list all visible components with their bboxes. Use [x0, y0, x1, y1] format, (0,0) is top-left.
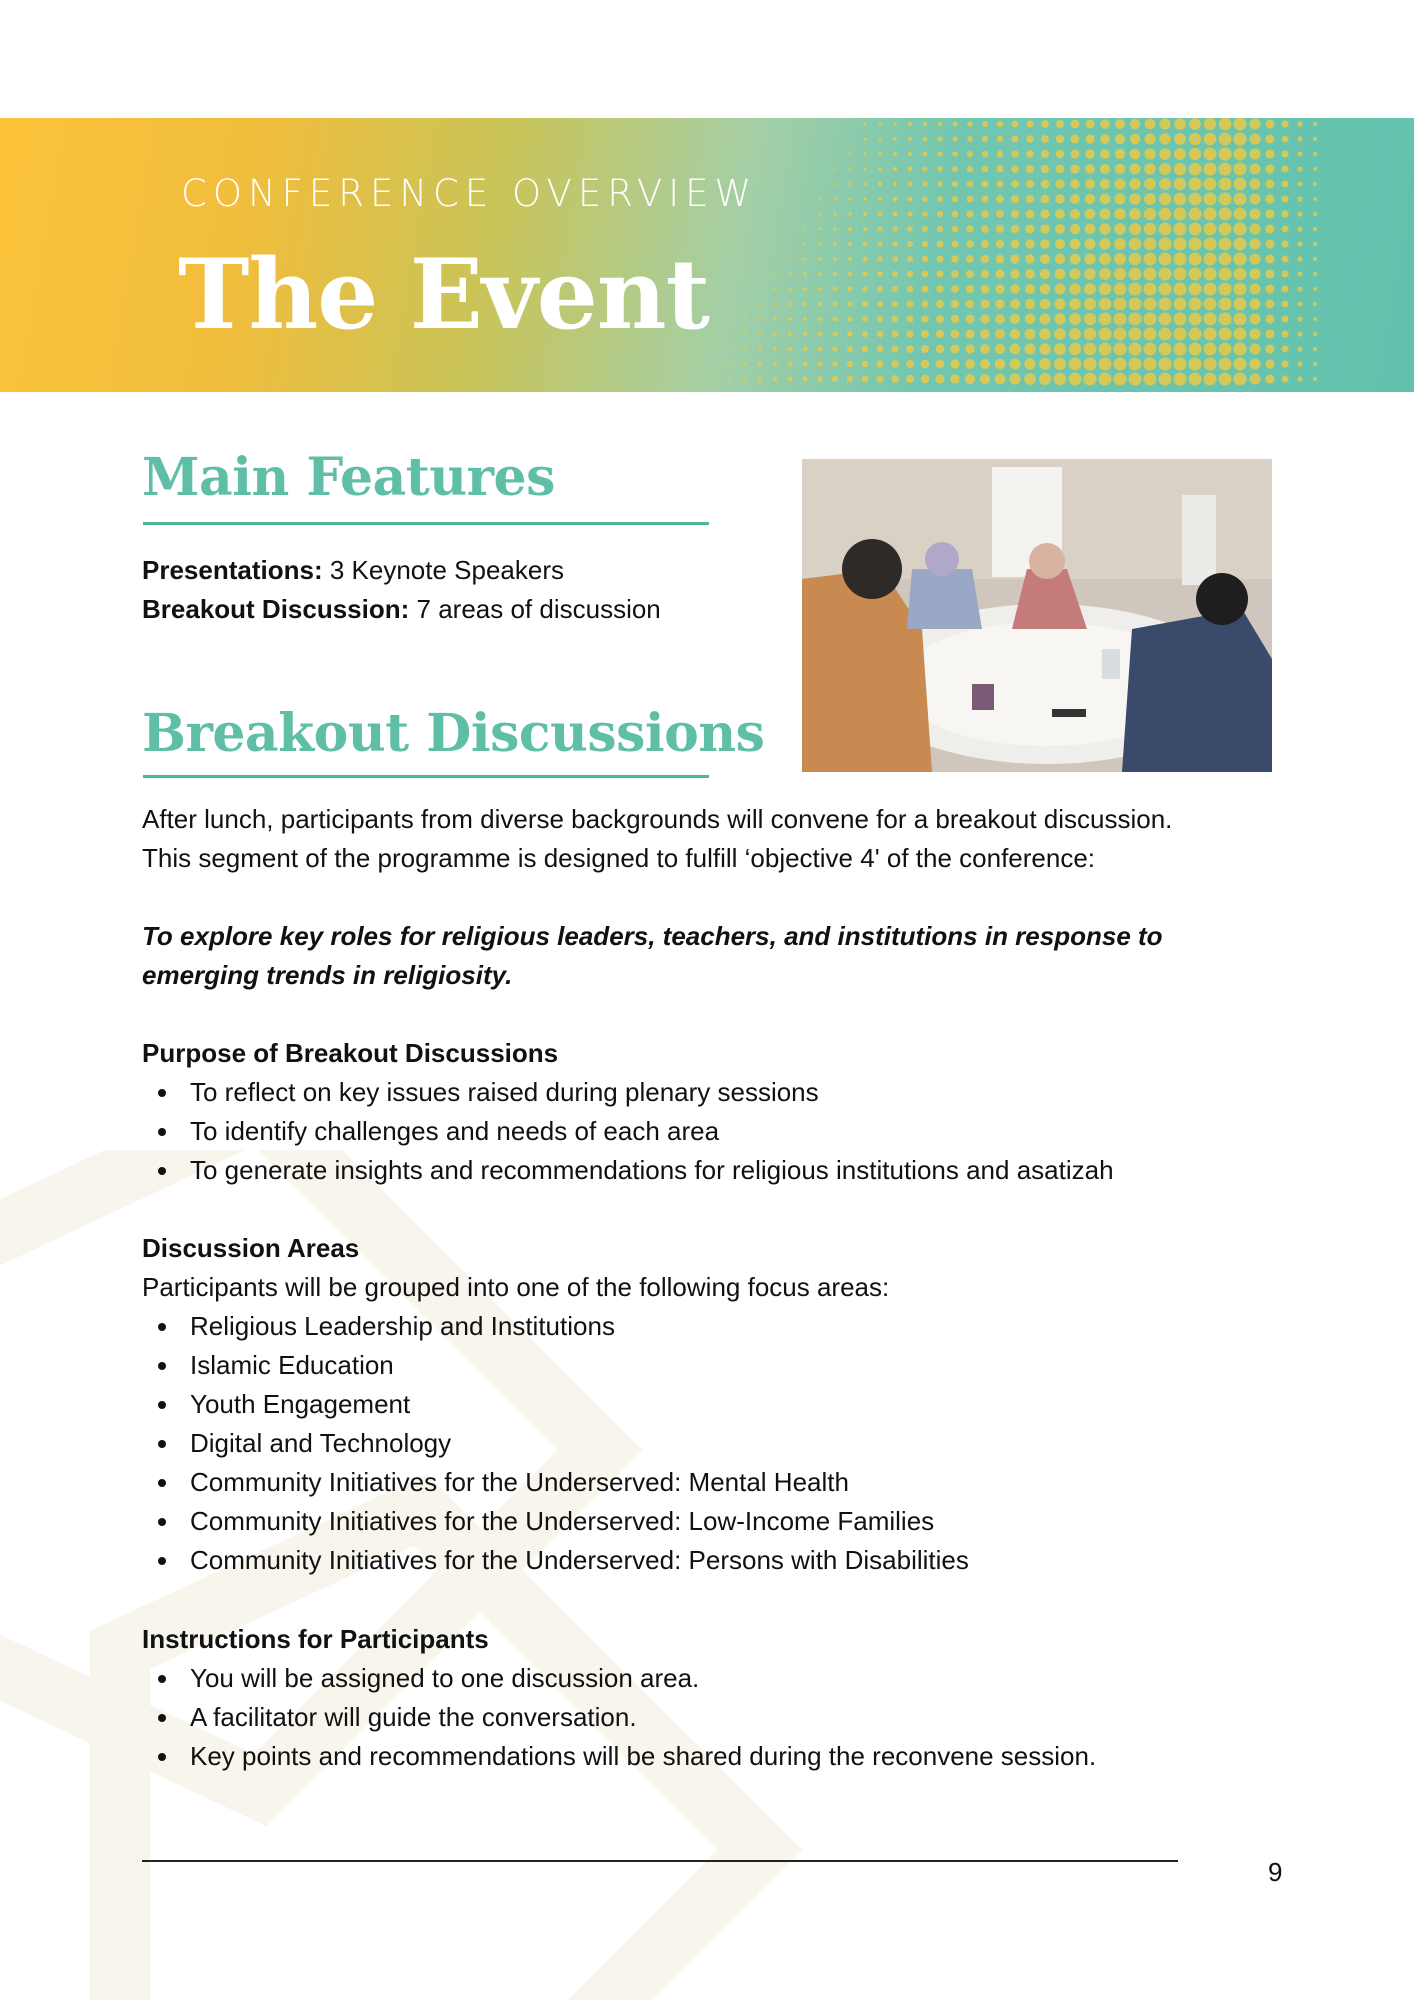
heading-underline	[143, 775, 709, 778]
list-item: Digital and Technology	[142, 1424, 969, 1463]
breakout-discussions-heading: Breakout Discussions	[142, 703, 765, 764]
list-item: Religious Leadership and Institutions	[142, 1307, 969, 1346]
objective-statement	[142, 917, 1163, 995]
areas-list	[142, 1307, 969, 1580]
instructions-section	[142, 1620, 1096, 1776]
list-item: To identify challenges and needs of each area	[142, 1112, 1114, 1151]
feature-presentations: Presentations: 3 Keynote Speakers	[142, 555, 564, 585]
main-features-list	[142, 551, 661, 629]
breakout-discussion-photo	[802, 459, 1272, 772]
feature-breakout: Breakout Discussion: 7 areas of discussion	[142, 594, 661, 624]
areas-section	[142, 1229, 969, 1580]
list-item: Community Initiatives for the Underserved: Mental Health	[142, 1463, 969, 1502]
areas-intro: Participants will be grouped into one of the following focus areas:	[142, 1272, 890, 1302]
intro-line: This segment of the programme is designed to fulfill ‘objective 4' of the conference:	[142, 843, 1096, 873]
intro-line: After lunch, participants from diverse backgrounds will convene for a breakout discussion.	[142, 804, 1173, 834]
page-number: 9	[1268, 1857, 1283, 1887]
list-item: To reflect on key issues raised during plenary sessions	[142, 1073, 1114, 1112]
footer-rule	[142, 1860, 1178, 1862]
objective-line: emerging trends in religiosity.	[142, 960, 513, 990]
list-item: Key points and recommendations will be shared during the reconvene session.	[142, 1737, 1096, 1776]
list-item: To generate insights and recommendations for religious institutions and asatizah	[142, 1151, 1114, 1190]
list-item: A facilitator will guide the conversation.	[142, 1698, 1096, 1737]
areas-heading: Discussion Areas	[142, 1233, 360, 1263]
instructions-heading: Instructions for Participants	[142, 1624, 489, 1654]
list-item: Islamic Education	[142, 1346, 969, 1385]
page-title: The Event	[178, 238, 709, 351]
breakout-intro	[142, 800, 1172, 878]
list-item: Community Initiatives for the Underserved: Persons with Disabilities	[142, 1541, 969, 1580]
list-item: You will be assigned to one discussion area.	[142, 1659, 1096, 1698]
purpose-list	[142, 1073, 1114, 1190]
section-kicker: CONFERENCE OVERVIEW	[181, 172, 758, 215]
instructions-list	[142, 1659, 1096, 1776]
heading-underline	[143, 522, 709, 525]
purpose-section	[142, 1034, 1114, 1190]
main-features-heading: Main Features	[142, 447, 555, 508]
purpose-heading: Purpose of Breakout Discussions	[142, 1038, 559, 1068]
objective-line: To explore key roles for religious leaders, teachers, and institutions in response to	[142, 921, 1163, 951]
list-item: Community Initiatives for the Underserved: Low-Income Families	[142, 1502, 969, 1541]
list-item: Youth Engagement	[142, 1385, 969, 1424]
